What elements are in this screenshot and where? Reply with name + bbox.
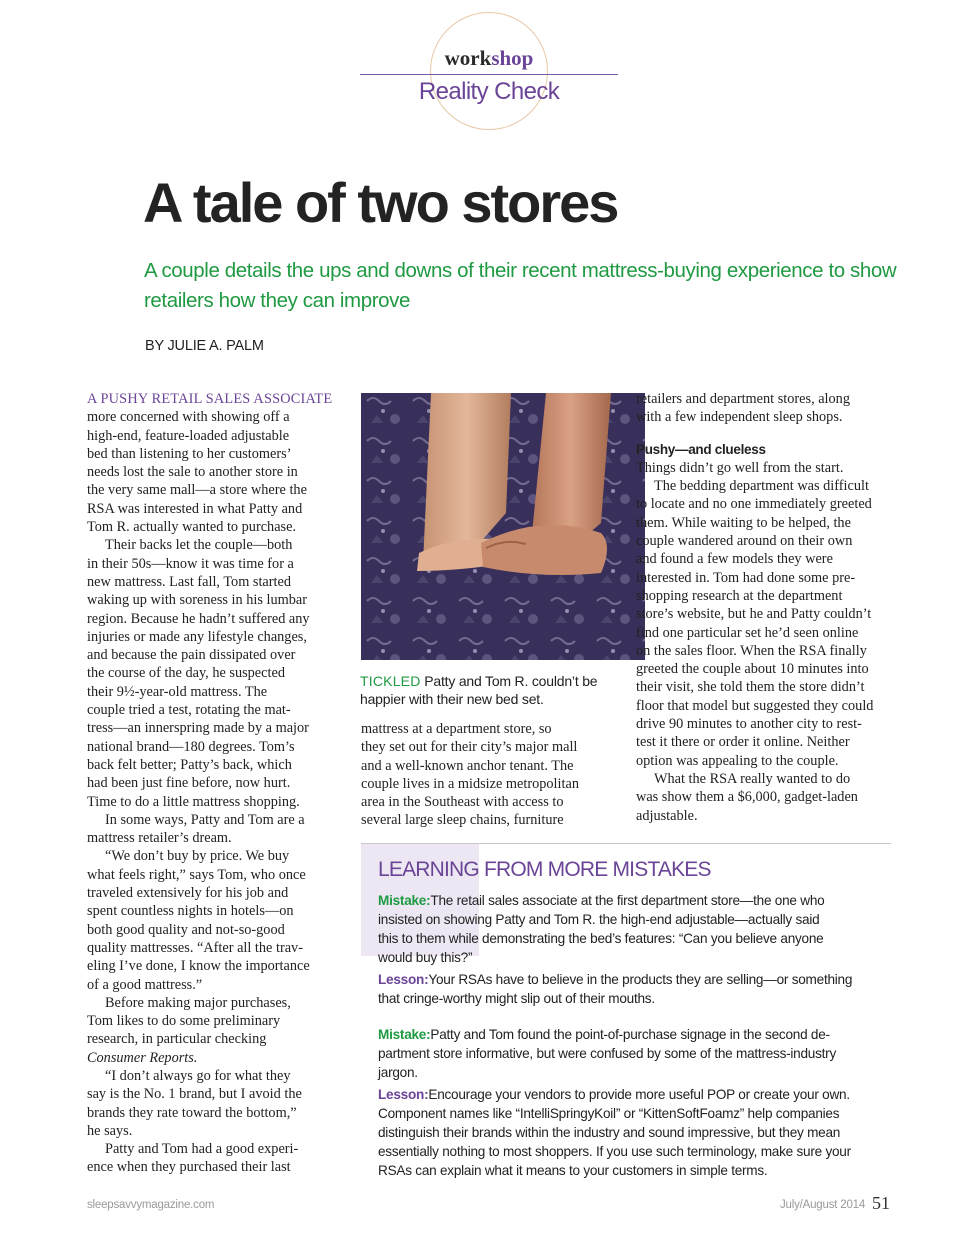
text-line: research, in particular checking	[87, 1031, 267, 1048]
sidebar-line	[378, 1123, 893, 1142]
sidebar-entry	[378, 891, 893, 967]
text-line: of a good mattress.”	[87, 976, 203, 993]
sidebar-text: partment store informative, but were confused by some of the mattress-industry	[378, 1046, 837, 1061]
text-line: traveled extensively for his job and	[87, 885, 289, 902]
text-line: region. Because he hadn’t suffered any	[87, 610, 310, 627]
sidebar-line	[378, 970, 893, 989]
text-line: couple wandered around on their own	[636, 533, 853, 550]
text-line: Tom likes to do some preliminary	[87, 1013, 281, 1030]
lesson-label: Lesson:	[378, 1087, 429, 1102]
body-column-1	[87, 390, 349, 1177]
text-line: on the sales floor. When the RSA finally	[636, 642, 867, 659]
text-line: Consumer Reports.	[87, 1049, 198, 1066]
sidebar-text: RSAs can explain what it means to your customers in simple terms.	[378, 1163, 768, 1178]
sidebar-entry	[378, 1025, 893, 1082]
body-column-2	[361, 720, 623, 830]
text-line: back felt better; Patty’s back, which	[87, 756, 292, 773]
text-line: Tom R. actually wanted to purchase.	[87, 519, 297, 536]
text-line: couple lives in a midsize metropolitan	[361, 775, 579, 792]
sidebar-line	[378, 1085, 893, 1104]
text-line: store’s website, but he and Patty couldn’t	[636, 606, 872, 623]
text-line: drive 90 minutes to another city to rest-	[636, 716, 862, 733]
text-line: had been just fine before, now hurt.	[87, 775, 291, 792]
section-badge	[360, 12, 620, 130]
footer-website: sleepsavvymagazine.com	[87, 1199, 215, 1211]
sidebar-text: distinguish their brands within the industry and sound impressive, but they mean	[378, 1125, 841, 1140]
text-line: brands they rate toward the bottom,”	[87, 1104, 297, 1121]
mistake-label: Mistake:	[378, 1027, 431, 1042]
article-deck: A couple details the ups and downs of their recent mattress-buying experience to show retailers how they can improve	[144, 259, 897, 312]
badge-rule	[360, 74, 618, 75]
text-line: test it there or order it online. Neither	[636, 734, 850, 751]
feet-on-bedspread-image	[361, 393, 645, 660]
text-line: RSA was interested in what Patty and	[87, 500, 303, 517]
text-line: tress—an innerspring made by a major	[87, 720, 309, 737]
text-line: new mattress. Last fall, Tom started	[87, 573, 292, 590]
sidebar-entry	[378, 1085, 893, 1180]
article-photo	[361, 393, 645, 660]
photo-caption	[360, 672, 630, 708]
column-1-text	[87, 408, 349, 1176]
sidebar-line	[378, 1161, 893, 1180]
text-line: Time to do a little mattress shopping.	[87, 793, 300, 810]
sidebar-text: jargon.	[378, 1065, 418, 1080]
sidebar-text: this to them while demonstrating the bed’s features: “Can you believe anyone	[378, 931, 824, 946]
sidebar-line	[378, 948, 893, 967]
sidebar-text: would buy this?”	[378, 950, 473, 965]
sidebar-line	[378, 1063, 893, 1082]
text-line: what feels right,” says Tom, who once	[87, 866, 306, 883]
text-line: Their backs let the couple—both	[105, 537, 293, 554]
byline: BY JULIE A. PALM	[145, 338, 264, 354]
text-line: high-end, feature-loaded adjustable	[87, 427, 290, 444]
text-line: greeted the couple about 10 minutes into	[636, 661, 869, 678]
sidebar-line	[378, 1142, 893, 1161]
text-line: he says.	[87, 1122, 133, 1139]
text-line: bed than listening to her customers’	[87, 445, 292, 462]
text-line: spent countless nights in hotels—on	[87, 903, 294, 920]
text-line: option was appealing to the couple.	[636, 752, 839, 769]
article-headline: A tale of two stores	[143, 171, 618, 234]
text-line: The bedding department was difficult	[654, 478, 869, 495]
text-line: the course of the day, he suspected	[87, 665, 285, 682]
text-line: eling I’ve done, I know the importance	[87, 958, 310, 975]
text-line: retailers and department stores, along	[636, 391, 850, 407]
lead-in: A PUSHY RETAIL SALES ASSOCIATE	[87, 391, 333, 407]
text-line: Patty and Tom had a good experi-	[105, 1141, 299, 1158]
sidebar-line	[378, 989, 893, 1008]
text-line: their 9½-year-old mattress. The	[87, 683, 268, 700]
text-line: they set out for their city’s major mall	[361, 739, 578, 756]
sidebar-line	[378, 1104, 893, 1123]
text-line: mattress at a department store, so	[361, 721, 552, 737]
footer-issue-date: July/August 2014	[780, 1199, 866, 1211]
text-line: needs lost the sale to another store in	[87, 464, 298, 481]
sidebar-line	[378, 929, 893, 948]
sidebar-text: The retail sales associate at the first department store—the one who	[430, 893, 825, 908]
text-line: the very same mall—a store where the	[87, 482, 307, 499]
text-line: find one particular set he’d seen online	[636, 624, 859, 641]
text-line: national brand—180 degrees. Tom’s	[87, 738, 295, 755]
sidebar-text: Your RSAs have to believe in the products they are selling—or something	[428, 972, 853, 987]
sidebar-text: Encourage your vendors to provide more useful POP or create your own.	[428, 1087, 850, 1102]
column-3-top-text	[636, 390, 898, 427]
page-number: 51	[872, 1193, 890, 1213]
text-line: and because the pain dissipated over	[87, 647, 296, 664]
text-line: was show them a $6,000, gadget-laden	[636, 789, 858, 806]
text-line: more concerned with showing off a	[87, 409, 290, 426]
lesson-label: Lesson:	[378, 972, 429, 987]
badge-kicker: workshop	[444, 46, 534, 70]
text-line: them. While waiting to be helped, the	[636, 514, 851, 531]
sidebar-line	[378, 910, 893, 929]
text-line: interested in. Tom had done some pre-	[636, 569, 856, 586]
sidebar-line	[378, 891, 893, 910]
sidebar-text: that cringe-worthy might slip out of their mouths.	[378, 991, 655, 1006]
text-line: waking up with soreness in his lumbar	[87, 592, 307, 609]
body-column-3	[636, 390, 898, 825]
subhead: Pushy—and clueless	[636, 441, 766, 457]
text-line: ence when they purchased their last	[87, 1159, 291, 1176]
text-line: shopping research at the department	[636, 587, 843, 604]
mistake-label: Mistake:	[378, 893, 431, 908]
text-line: What the RSA really wanted to do	[654, 770, 851, 787]
sidebar-text: essentially nothing to most shoppers. If you use such terminology, make sure your	[378, 1144, 851, 1159]
caption-text: Patty and Tom R. couldn’t be happier with their new bed set.	[360, 673, 598, 707]
column-3-text	[636, 459, 898, 825]
text-line: “We don’t buy by price. We buy	[105, 848, 290, 865]
text-line: say is the No. 1 brand, but I avoid the	[87, 1086, 302, 1103]
text-line: couple tried a test, rotating the mat-	[87, 702, 291, 719]
text-line: adjustable.	[636, 807, 698, 824]
text-line: quality mattresses. “After all the trav-	[87, 939, 303, 956]
sidebar-text: Patty and Tom found the point-of-purchase signage in the second de-	[430, 1027, 830, 1042]
text-line: floor that model but suggested they could	[636, 697, 874, 714]
section-name: Reality Check	[418, 78, 560, 105]
text-line: with a few independent sleep shops.	[636, 409, 843, 426]
text-line: injuries or made any lifestyle changes,	[87, 628, 307, 645]
text-line: Before making major purchases,	[105, 994, 291, 1011]
text-line: to locate and no one immediately greeted	[636, 496, 872, 513]
sidebar-text: insisted on showing Patty and Tom R. the high-end adjustable—actually said	[378, 912, 820, 927]
sidebar-line	[378, 1025, 893, 1044]
text-line: their visit, she told them the store didn’t	[636, 679, 865, 696]
text-line: area in the Southeast with access to	[361, 794, 564, 811]
sidebar-title: LEARNING FROM MORE MISTAKES	[378, 858, 711, 881]
sidebar-text: Component names like “IntelliSpringyKoil” or “KittenSoftFoamz” help companies	[378, 1106, 840, 1121]
text-line: and found a few models they were	[636, 551, 833, 568]
text-line: In some ways, Patty and Tom are a	[105, 811, 305, 828]
text-line: Things didn’t go well from the start.	[636, 459, 844, 476]
text-line: in their 50s—know it was time for a	[87, 555, 294, 572]
text-line: several large sleep chains, furniture	[361, 812, 564, 829]
text-line: both good quality and not-so-good	[87, 921, 285, 938]
caption-tag: TICKLED	[360, 673, 421, 689]
text-line: “I don’t always go for what they	[105, 1067, 291, 1084]
sidebar-line	[378, 1044, 893, 1063]
sidebar-entry	[378, 970, 893, 1008]
text-line: mattress retailer’s dream.	[87, 830, 232, 847]
text-line: and a well-known anchor tenant. The	[361, 757, 574, 774]
badge-circle	[430, 12, 548, 130]
